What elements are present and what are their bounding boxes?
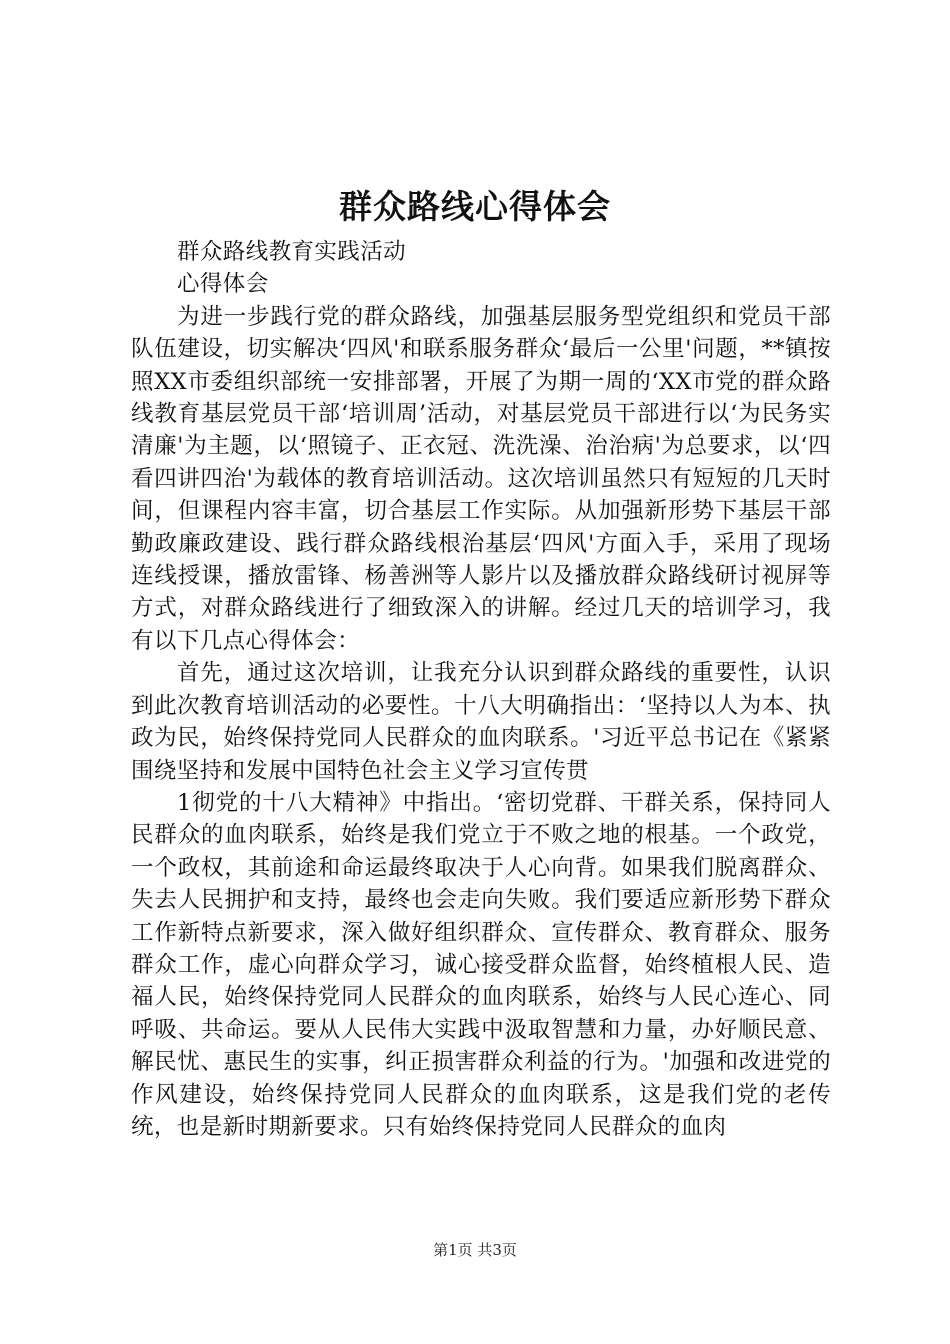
document-body: [131, 236, 831, 1143]
document-title: 群众路线心得体会: [339, 187, 611, 226]
paragraph-first-point: 首先，通过这次培训，让我充分认识到群众路线的重要性，认识到此次教育培训活动的必要性。十八大明确指出：‘坚持以人为本、执政为民，始终保持党同人民群众的血肉联系。'习近平总书记在《紧紧围绕坚持和发展中国特色社会主义学习宣传贯: [131, 660, 831, 784]
paragraph-continuation: 1彻党的十八大精神》中指出。‘密切党群、干群关系，保持同人民群众的血肉联系，始终是我们党立于不败之地的根基。一个政党，一个政权，其前途和命运最终取决于人心向背。如果我们脱离群众、失去人民拥护和支持，最终也会走向失败。我们要适应新形势下群众工作新特点新要求，深入做好组织群众、宣传群众、教育群众、服务群众工作，虚心向群众学习，诚心接受群众监督，始终植根人民、造福人民，始终保持党同人民群众的血肉联系，始终与人民心连心、同呼吸、共命运。要从人民伟大实践中汲取智慧和力量，办好顺民意、解民忧、惠民生的实事，纠正损害群众利益的行为。'加强和改进党的作风建设，始终保持党同人民群众的血肉联系，这是我们党的老传统，也是新时期新要求。只有始终保持党同人民群众的血肉: [131, 789, 831, 1140]
paragraph-subtitle-1: 群众路线教育实践活动: [177, 239, 407, 265]
paragraph-intro: 为进一步践行党的群众路线，加强基层服务型党组织和党员干部队伍建设，切实解决‘四风'和联系服务群众‘最后一公里'问题，**镇按照XX市委组织部统一安排部署，开展了为期一周的‘XX市党的群众路线教育基层党员干部‘培训周’活动，对基层党员干部进行以‘为民务实清廉'为主题，以‘照镜子、正衣冠、洗洗澡、治治病'为总要求，以‘四看四讲四治'为载体的教育培训活动。这次培训虽然只有短短的几天时间，但课程内容丰富，切合基层工作实际。从加强新形势下基层干部勤政廉政建设、践行群众路线根治基层‘四风'方面入手，采用了现场连线授课，播放雷锋、杨善洲等人影片以及播放群众路线研讨视屏等方式，对群众路线进行了细致深入的讲解。经过几天的培训学习，我有以下几点心得体会：: [131, 303, 831, 654]
page-footer: 第1页 共3页: [433, 1241, 517, 1259]
paragraph-subtitle-2: 心得体会: [177, 271, 269, 298]
